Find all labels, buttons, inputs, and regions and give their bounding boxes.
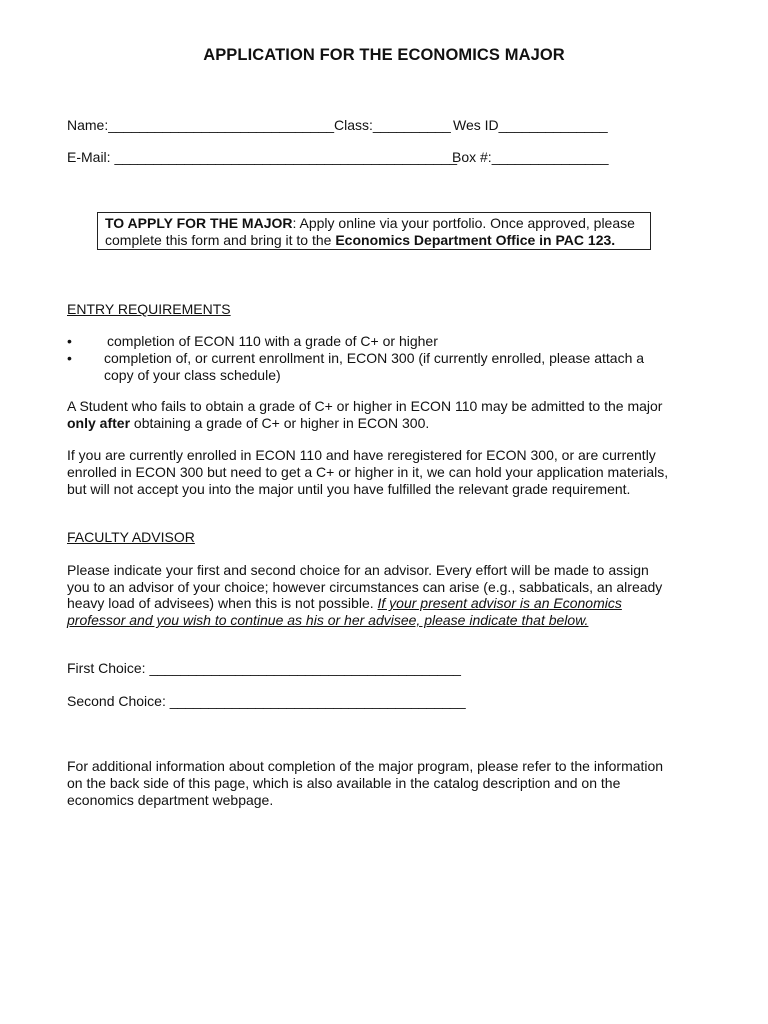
advisor-continue-note-line2: professor and you wish to continue as his or her advisee, please indicate that below.	[67, 612, 589, 628]
paragraph-fail-line2	[67, 415, 687, 432]
advisor-paragraph-line2: you to an advisor of your choice; however circumstances can arise (e.g., sabbaticals, an already	[67, 579, 663, 595]
bullet-icon: •	[67, 333, 72, 349]
bullet-icon: •	[67, 350, 72, 366]
only-after-emphasis: only after	[67, 415, 131, 431]
apply-notice-location: Economics Department Office in PAC 123.	[335, 231, 616, 248]
apply-notice-line2	[105, 232, 650, 249]
first-choice-field[interactable]: First Choice: ________________________________________	[67, 660, 461, 676]
paragraph-enrolled-line3: but will not accept you into the major until you have fulfilled the relevant grade requirement.	[67, 481, 631, 497]
footer-info-line2: on the back side of this page, which is also available in the catalog description and on the	[67, 775, 621, 791]
advisor-paragraph-line1: Please indicate your first and second choice for an advisor. Every effort will be made to assign	[67, 562, 649, 578]
paragraph-fail-rest: obtaining a grade of C+ or higher in ECON 300.	[130, 415, 430, 431]
apply-notice-text2: complete this form and bring it to the	[105, 231, 336, 248]
advisor-continue-note: If your present advisor is an Economics	[377, 595, 622, 611]
requirement-item-2-line1: completion of, or current enrollment in, ECON 300 (if currently enrolled, please attach a	[104, 350, 645, 366]
requirement-item-2-line2: copy of your class schedule)	[104, 367, 281, 383]
entry-requirements-heading: ENTRY REQUIREMENTS	[67, 301, 231, 317]
footer-info-line1: For additional information about completion of the major program, please refer to the information	[67, 758, 664, 774]
paragraph-enrolled-line1: If you are currently enrolled in ECON 110 and have reregistered for ECON 300, or are currently	[67, 447, 656, 463]
footer-info-line3: economics department webpage.	[67, 792, 274, 808]
wes-id-field[interactable]: Wes ID______________	[453, 117, 608, 133]
advisor-paragraph-text: heavy load of advisees) when this is not possible.	[67, 595, 378, 611]
paragraph-fail-line1: A Student who fails to obtain a grade of C+ or higher in ECON 110 may be admitted to the major	[67, 398, 663, 414]
name-field[interactable]: Name:_____________________________	[67, 117, 335, 133]
advisor-paragraph-line3	[67, 595, 687, 612]
paragraph-enrolled-line2: enrolled in ECON 300 but need to get a C+ or higher in it, we can hold your application materials,	[67, 464, 669, 480]
apply-notice-lead: TO APPLY FOR THE MAJOR	[105, 215, 293, 231]
apply-notice-box	[97, 212, 651, 250]
apply-notice-line1	[105, 215, 650, 232]
class-field[interactable]: Class:__________	[334, 117, 451, 133]
faculty-advisor-heading: FACULTY ADVISOR	[67, 529, 195, 545]
box-field[interactable]: Box #:_______________	[452, 149, 609, 165]
page-title: APPLICATION FOR THE ECONOMICS MAJOR	[203, 46, 565, 64]
second-choice-field[interactable]: Second Choice: ______________________________________	[67, 693, 466, 709]
apply-notice-text1: : Apply online via your portfolio. Once approved, please	[292, 215, 635, 231]
requirement-item-1: completion of ECON 110 with a grade of C+ or higher	[107, 333, 438, 349]
email-field[interactable]: E-Mail: ____________________________________________	[67, 149, 458, 165]
